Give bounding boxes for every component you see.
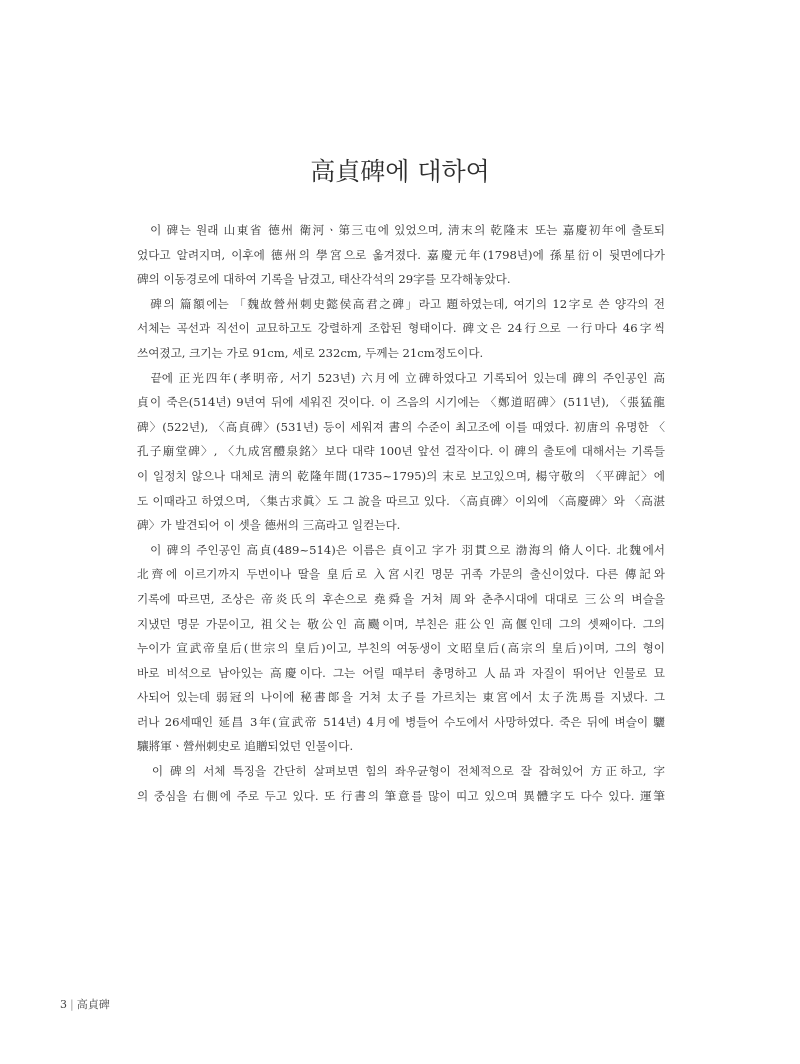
text-line: 의 중심을 右側에 주로 두고 있다. 또 行書의 筆意를 많이 띠고 있으며 異體字도 다수 있다. 運筆 bbox=[137, 788, 665, 803]
text-line: 도 이때라고 하였으며, 〈集古求眞〉도 그 說을 따르고 있다. 〈高貞碑〉이외에 〈高慶碑〉와 〈高湛 bbox=[137, 493, 665, 508]
footer-separator: | bbox=[70, 998, 74, 1011]
text-line: 러나 26세때인 延昌 3年(宣武帝 514년) 4月에 병들어 수도에서 사망하였다. 죽은 뒤에 벼슬이 驪 bbox=[137, 714, 665, 729]
text-line: 驤將軍ㆍ營州刺史로 追贈되었던 인물이다. bbox=[137, 739, 354, 754]
page-number: 3 bbox=[60, 998, 67, 1011]
text-line: 서체는 곡선과 직선이 교묘하고도 강렬하게 조합된 형태이다. 碑文은 24行으로 一行마다 46字씩 bbox=[137, 321, 665, 336]
text-line: 이 碑의 주인공인 高貞(489~514)은 이름은 貞이고 字가 羽貫으로 渤海의 脩人이다. 北魏에서 bbox=[137, 542, 665, 557]
page-footer bbox=[60, 996, 110, 1012]
running-title: 高貞碑 bbox=[76, 998, 110, 1011]
text-line: 누이가 宣武帝皇后(世宗의 皇后)이고, 부친의 여동생이 文昭皇后(高宗의 皇后)이며, 그의 형이 bbox=[137, 641, 665, 656]
text-line: 貞이 죽은(514년) 9년여 뒤에 세워진 것이다. 이 즈음의 시기에는 〈鄭道昭碑〉(511년), 〈張猛龍 bbox=[137, 395, 665, 410]
page-title: 高貞碑에 대하여 bbox=[310, 157, 490, 186]
text-line: 碑의 이동경로에 대하여 기록을 남겼고, 태산각석의 29字를 모각해놓았다. bbox=[137, 272, 511, 287]
text-line: 기록에 따르면, 조상은 帝炎氏의 후손으로 堯舜을 거쳐 周와 춘추시대에 대대로 三公의 벼슬을 bbox=[137, 591, 665, 606]
text-line: 지냈던 명문 가문이고, 祖父는 敬公인 高颺이며, 부친은 莊公인 高偃인데 그의 셋째이다. 그의 bbox=[137, 616, 665, 631]
text-line: 끝에 正光四年(孝明帝, 서기 523년) 六月에 立碑하였다고 기록되어 있는데 碑의 주인공인 高 bbox=[137, 370, 665, 385]
body-text bbox=[137, 218, 665, 808]
text-line: 孔子廟堂碑〉, 〈九成宮醴泉銘〉보다 대략 100년 앞선 걸작이다. 이 碑의 출토에 대해서는 기록들 bbox=[137, 444, 665, 459]
text-line: 바로 비석으로 남아있는 高慶이다. 그는 어릴 때부터 총명하고 人品과 자질이 뛰어난 인물로 묘 bbox=[137, 665, 665, 680]
text-line: 쓰여졌고, 크기는 가로 91cm, 세로 232cm, 두께는 21cm정도이다. bbox=[137, 345, 484, 360]
text-line: 었다고 알려지며, 이후에 德州의 學宮으로 옮겨졌다. 嘉慶元年(1798년)에 孫星衍이 뒷면에다가 bbox=[137, 247, 665, 262]
text-line: 碑의 篇額에는 「魏故營州刺史懿侯高君之碑」라고 題하였는데, 여기의 12字로 쓴 양각의 전 bbox=[137, 296, 665, 311]
text-line: 이 일정치 않으나 대체로 淸의 乾隆年間(1735~1795)의 末로 보고있으며, 楊守敬의 〈平碑記〉에 bbox=[137, 468, 665, 483]
text-line: 北齊에 이르기까지 두번이나 딸을 皇后로 入宮시킨 명문 귀족 가문의 출신이었다. 다른 傳記와 bbox=[137, 567, 665, 582]
text-line: 사되어 있는데 弱冠의 나이에 秘書郞을 거쳐 太子를 가르치는 東宮에서 太子洗馬를 지냈다. 그 bbox=[137, 690, 665, 705]
text-line: 이 碑의 서체 특징을 간단히 살펴보면 힘의 좌우균형이 전체적으로 잘 잡혀있어 方正하고, 字 bbox=[137, 764, 665, 779]
text-line: 이 碑는 원래 山東省 德州 衛河ㆍ第三屯에 있었으며, 淸末의 乾隆末 또는 嘉慶初年에 출토되 bbox=[137, 223, 665, 237]
text-line: 碑〉가 발견되어 이 셋을 德州의 三高라고 일컫는다. bbox=[137, 518, 401, 533]
text-line: 碑〉(522년), 〈高貞碑〉(531년) 등이 세워져 書의 수준이 최고조에 이를 때였다. 初唐의 유명한 〈 bbox=[137, 419, 665, 434]
